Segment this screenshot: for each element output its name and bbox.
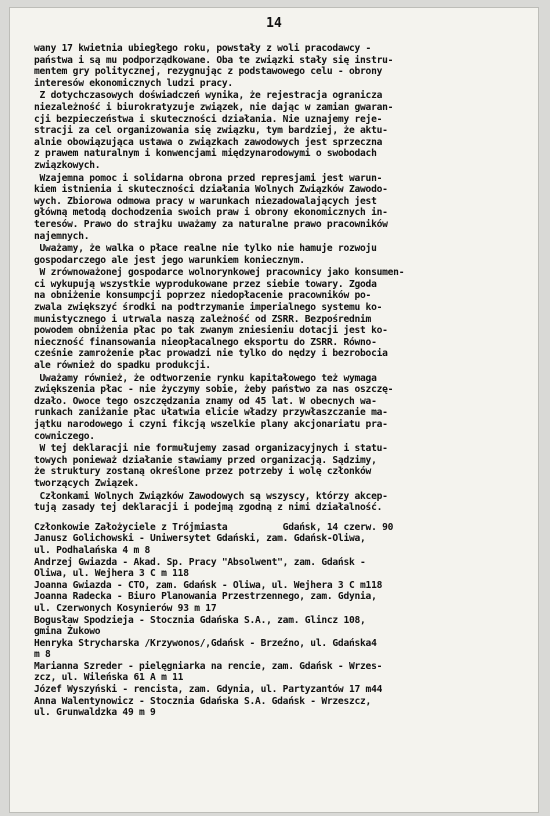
document-body [34, 43, 522, 719]
text-line: cji bezpieczeństwa i skuteczności działania. Nie uznajemy reje- [34, 113, 383, 125]
document-page [10, 8, 538, 812]
text-line: zwala zwiększyć środki na podtrzymanie imperialnego systemu ko- [34, 302, 383, 314]
text-line: z prawem naturalnym i konwencjami międzynarodowymi o swobodach [34, 148, 377, 160]
text-line: cowniczego. [34, 430, 95, 442]
text-line: Z dotychczasowych doświadczeń wynika, że rejestracja ogranicza [34, 90, 383, 102]
page-number: 14 [266, 16, 282, 31]
paragraph [34, 491, 522, 514]
text-line: dzało. Owoce tego oszczędzania znamy od 45 lat. W obecnych wa- [34, 395, 377, 407]
paragraph [34, 243, 522, 266]
paragraph [34, 173, 522, 243]
founders-heading: Członkowie Założyciele z Trójmiasta Gdańsk, 14 czerw. 90 [34, 521, 394, 533]
text-line: interesów ekonomicznych ludzi pracy. [34, 77, 233, 89]
text-line: mentem gry politycznej, rezygnując z podstawowego celu - obrony [34, 66, 383, 78]
text-line: Wzajemna pomoc i solidarna obrona przed represjami jest warun- [34, 172, 383, 184]
member-line: Andrzej Gwiazda - Akad. Sp. Pracy "Absolwent", zam. Gdańsk - [34, 556, 366, 568]
text-line: tworzących Związek. [34, 477, 139, 489]
paragraph [34, 43, 522, 89]
text-line: zwiększenia płac - nie życzymy sobie, żeby państwo za nas oszczę- [34, 384, 394, 396]
text-line: Uważamy również, że odtworzenie rynku kapitałowego też wymaga [34, 372, 377, 384]
text-line: ale również do spadku produkcji. [34, 360, 211, 372]
member-line: m 8 [34, 649, 51, 661]
text-line: nieczność finansowania nieopłacalnego eksportu do ZSRR. Równo- [34, 336, 377, 348]
text-line: Członkami Wolnych Związków Zawodowych są wszyscy, którzy akcep- [34, 490, 388, 502]
member-line: ul. Podhalańska 4 m 8 [34, 544, 151, 556]
text-line: powodem obniżenia płac po tak zwanym zniesieniu dotacji jest ko- [34, 325, 388, 337]
members-list [34, 533, 522, 719]
member-line: zcz, ul. Wileńska 61 A m 11 [34, 672, 184, 684]
text-line: Uważamy, że walka o płace realne nie tylko nie hamuje rozwoju [34, 243, 377, 255]
text-line: stracji za cel organizowania się związku, tym bardziej, że aktu- [34, 125, 388, 137]
member-line: Janusz Golichowski - Uniwersytet Gdański, zam. Gdańsk-Oliwa, [34, 533, 366, 545]
text-line: W tej deklaracji nie formułujemy zasad organizacyjnych i statu- [34, 443, 388, 455]
member-line: gmina Żukowo [34, 626, 101, 638]
text-line: kiem istnienia i skuteczności działania Wolnych Związków Zawodo- [34, 184, 388, 196]
text-line: runkach zaniżanie płac ułatwia elicie władzy przywłaszczanie ma- [34, 407, 388, 419]
declaration-paragraphs [34, 43, 522, 514]
member-line: Henryka Strycharska /Krzywonos/,Gdańsk - Brzeźno, ul. Gdańska4 [34, 637, 377, 649]
text-line: ci wykupują wszystkie wyprodukowane przez siebie towary. Zgoda [34, 278, 377, 290]
text-line: na obniżenie konsumpcji poprzez niedopłacenie pracowników po- [34, 290, 372, 302]
paragraph [34, 443, 522, 489]
member-line: Joanna Radecka - Biuro Planowania Przestrzennego, zam. Gdynia, [34, 591, 377, 603]
text-line: że struktury zostaną określone przez potrzeby i wolę członków [34, 466, 372, 478]
paragraph [34, 90, 522, 171]
text-line: najemnych. [34, 230, 90, 242]
member-line: Józef Wyszyński - rencista, zam. Gdynia, ul. Partyzantów 17 m44 [34, 684, 383, 696]
text-line: państwa i są mu podporządkowane. Oba te związki stały się instru- [34, 54, 394, 66]
member-line: ul. Czerwonych Kosynierów 93 m 17 [34, 602, 217, 614]
text-line: towych ponieważ działanie stawiamy przed organizacją. Sądzimy, [34, 454, 377, 466]
member-line: ul. Grunwaldzka 49 m 9 [34, 707, 156, 719]
text-line: wany 17 kwietnia ubiegłego roku, powstały z woli pracodawcy - [34, 43, 372, 54]
text-line: teresów. Prawo do strajku uważamy za naturalne prawo pracowników [34, 218, 388, 230]
text-line: związkowych. [34, 159, 101, 171]
text-line: tują zasady tej deklaracji i podejmą zgodną z nimi działalność. [34, 502, 383, 514]
text-line: munistycznego i utrwala naszą zależność od ZSRR. Bezpośrednim [34, 313, 372, 325]
text-line: niezależność i biurokratyzuje związek, nie dając w zamian gwaran- [34, 101, 394, 113]
paragraph [34, 267, 522, 371]
founders-section [34, 522, 522, 719]
member-line: Anna Walentynowicz - Stocznia Gdańska S.A. Gdańsk - Wrzeszcz, [34, 695, 372, 707]
text-line: alnie obowiązująca ustawa o związkach zawodowych jest sprzeczna [34, 136, 383, 148]
member-line: Oliwa, ul. Wejhera 3 C m 118 [34, 568, 189, 580]
paragraph [34, 373, 522, 443]
text-line: jątku narodowego i czyni fikcją wszelkie plany akcjonariatu pra- [34, 419, 388, 430]
text-line: główną metodą dochodzenia swoich praw i obrony ekonomicznych in- [34, 207, 388, 219]
text-line: gospodarczego ale jest jego warunkiem koniecznym. [34, 254, 305, 266]
member-line: Bogusław Spodzieja - Stocznia Gdańska S.A., zam. Glincz 108, [34, 614, 366, 626]
member-line: Marianna Szreder - pielęgniarka na rencie, zam. Gdańsk - Wrzes- [34, 660, 383, 672]
text-line: wych. Zbiorowa odmowa pracy w warunkach niezadowalających jest [34, 195, 377, 207]
text-line: W zrównoważonej gospodarce wolnorynkowej pracownicy jako konsumen- [34, 267, 405, 279]
member-line: Joanna Gwiazda - CTO, zam. Gdańsk - Oliwa, ul. Wejhera 3 C m118 [34, 579, 383, 591]
text-line: cześnie zamrożenie płac prowadzi nie tylko do nędzy i bezrobocia [34, 348, 388, 360]
